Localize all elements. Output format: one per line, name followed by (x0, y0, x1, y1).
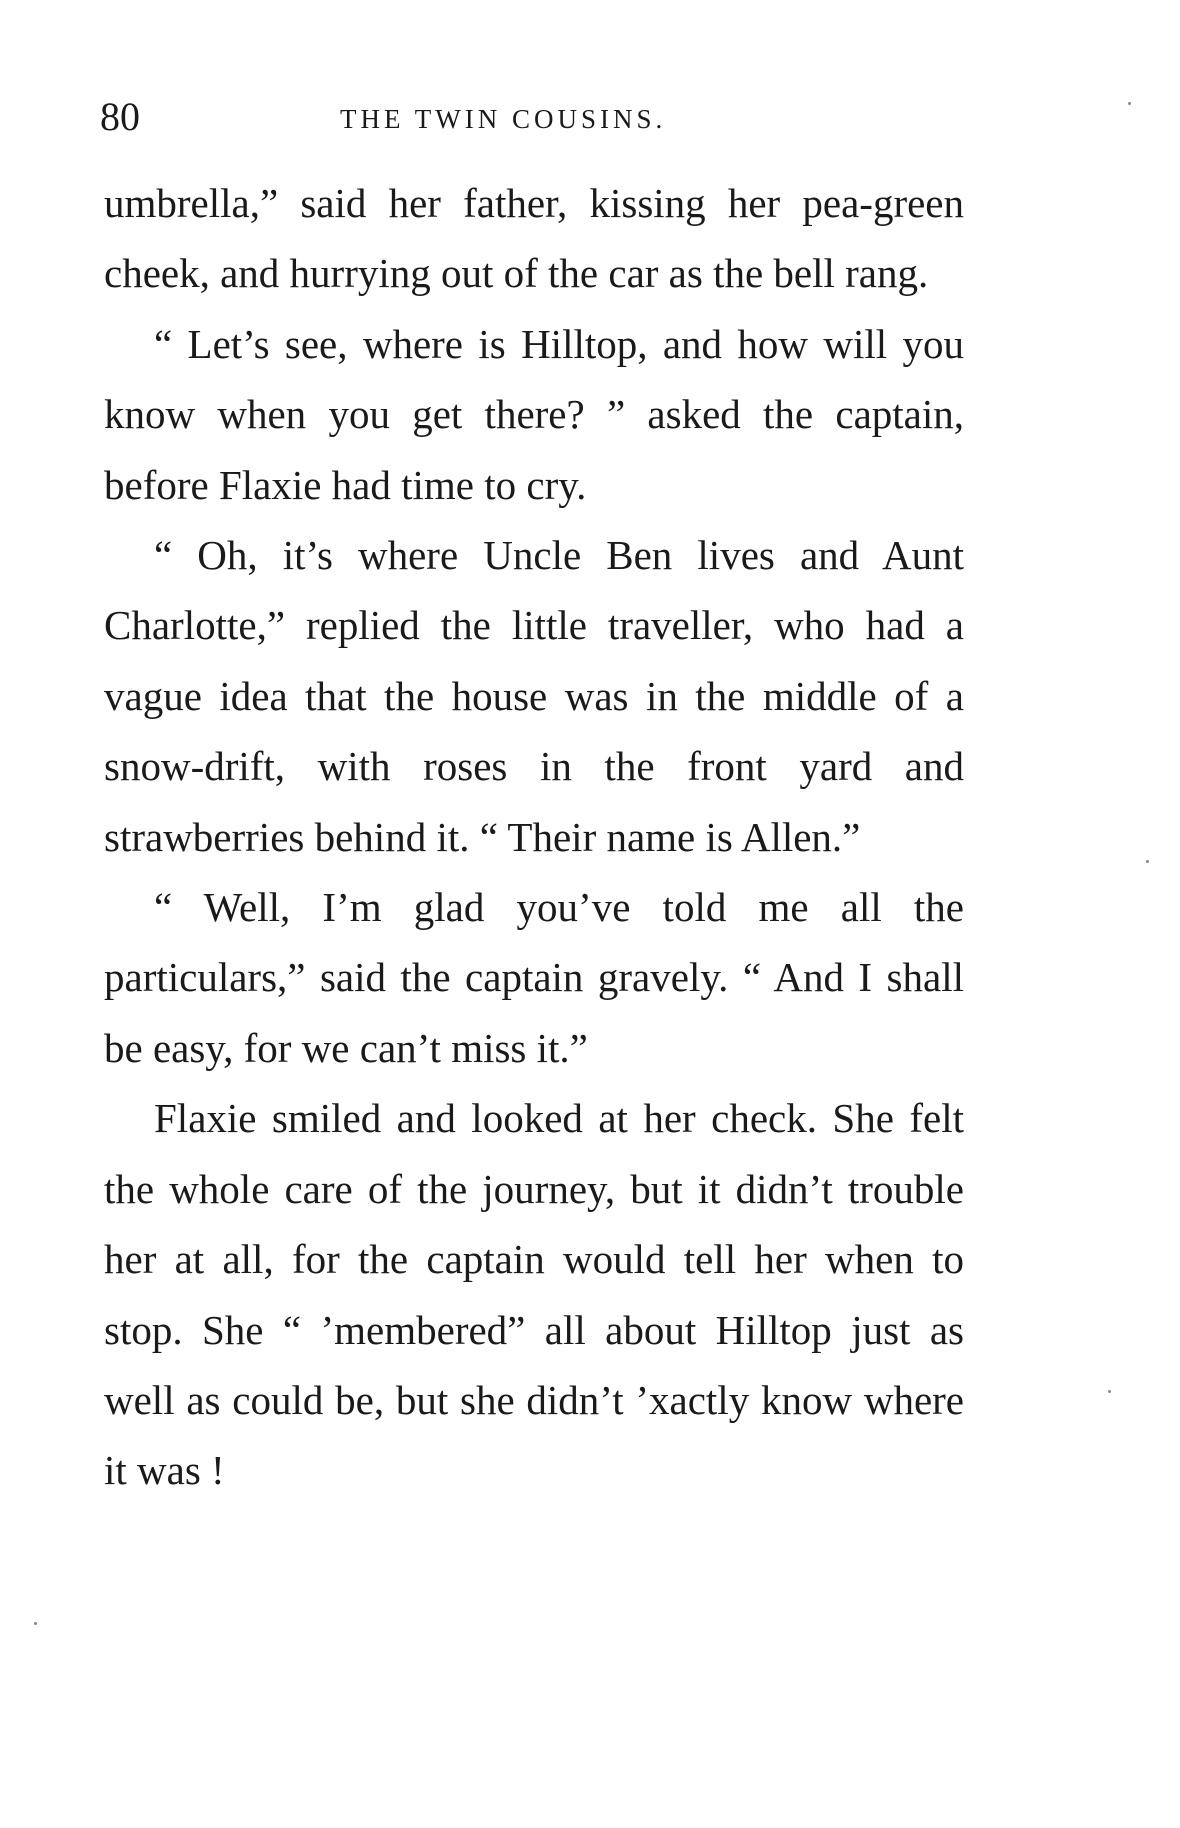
paper-speck (34, 1622, 37, 1625)
paragraph: “ Well, I’m glad you’ve told me all the particulars,” said the captain gravely. “ And I shall be easy, for we can’t miss it.” (104, 884, 964, 1071)
paragraph: “ Let’s see, where is Hilltop, and how will you know when you get there? ” asked the captain, before Flaxie had time to cry. (104, 320, 964, 508)
running-head (100, 92, 860, 142)
body-text (104, 168, 964, 1506)
paragraph: Flaxie smiled and looked at her check. She felt the whole care of the journey, but it didn’t trouble her at all, for the captain would tell her when to stop. She “ ’membered” all about Hilltop just as well as could be, but she didn’t ’xactly know where it was ! (104, 1095, 964, 1494)
book-title: THE TWIN COUSINS. (340, 104, 667, 134)
paper-speck (1108, 1390, 1111, 1393)
paper-speck (1146, 860, 1149, 863)
paper-speck (1128, 102, 1131, 105)
paragraph: umbrella,” said her father, kissing her pea-green cheek, and hurrying out of the car as the bell rang. (104, 180, 964, 297)
page-number: 80 (100, 94, 140, 139)
paragraph: “ Oh, it’s where Uncle Ben lives and Aunt Charlotte,” replied the little traveller, who had a vague idea that the house was in the middle of a snow-drift, with roses in the front yard and strawberries behind it. “ Their name is Allen.” (104, 532, 964, 860)
